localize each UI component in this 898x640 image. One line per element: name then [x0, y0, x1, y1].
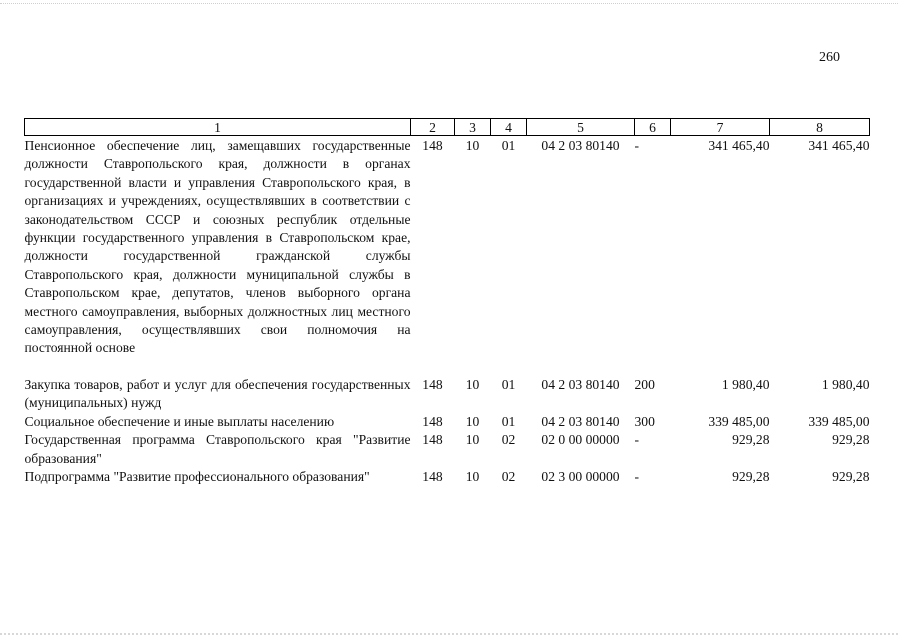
table-row	[25, 468, 870, 486]
scan-edge-bottom	[0, 633, 898, 635]
header-col-2: 2	[411, 119, 455, 136]
row-amount-1: 1 980,40	[721, 376, 770, 392]
row-code-ministry: 148	[422, 432, 443, 448]
scan-edge-top	[0, 3, 898, 4]
row-amount-1: 339 485,00	[708, 413, 770, 429]
row-description: Социальное обеспечение и иные выплаты населению	[24, 413, 335, 429]
row-code-ministry: 148	[422, 138, 443, 153]
header-col-5: 5	[527, 119, 635, 136]
row-code-expense-type: 300	[634, 413, 655, 429]
row-code-section: 10	[465, 413, 480, 429]
row-code-subsection: 02	[501, 432, 516, 448]
row-code-target: 04 2 03 80140	[541, 413, 620, 429]
row-amount-2: 1 980,40	[821, 376, 870, 392]
row-code-expense-type: 200	[634, 376, 655, 392]
row-code-subsection: 01	[501, 376, 516, 392]
table-row	[25, 136, 870, 376]
row-code-ministry: 148	[422, 413, 443, 429]
table-row	[25, 413, 870, 431]
row-amount-1: 341 465,40	[708, 138, 770, 153]
header-row	[25, 119, 870, 136]
row-code-target: 02 3 00 00000	[541, 468, 620, 484]
budget-table	[24, 118, 870, 486]
header-col-4: 4	[491, 119, 527, 136]
row-description: Подпрограмма "Развитие профессионального образования"	[24, 468, 370, 484]
header-col-1: 1	[25, 119, 411, 136]
header-col-3: 3	[455, 119, 491, 136]
row-code-ministry: 148	[422, 468, 443, 484]
header-col-7: 7	[671, 119, 770, 136]
row-code-subsection: 02	[501, 468, 516, 484]
row-code-expense-type: -	[634, 138, 640, 153]
row-code-subsection: 01	[501, 413, 516, 429]
row-amount-2: 929,28	[832, 432, 870, 448]
row-code-target: 04 2 03 80140	[541, 138, 620, 153]
row-code-section: 10	[465, 376, 480, 392]
row-code-target: 04 2 03 80140	[541, 376, 620, 392]
row-description: Закупка товаров, работ и услуг для обеспечения государственных (муниципальных) нужд	[24, 376, 411, 411]
header-col-8: 8	[770, 119, 870, 136]
row-code-section: 10	[465, 138, 480, 153]
row-code-section: 10	[465, 468, 480, 484]
row-amount-2: 341 465,40	[808, 138, 870, 153]
table-row	[25, 376, 870, 413]
row-code-expense-type: -	[634, 432, 640, 448]
row-code-ministry: 148	[422, 376, 443, 392]
row-amount-2: 339 485,00	[808, 413, 870, 429]
page-number: 260	[819, 50, 840, 65]
row-description: Государственная программа Ставропольского края "Развитие образования"	[24, 432, 411, 466]
row-code-target: 02 0 00 00000	[541, 432, 620, 448]
row-amount-1: 929,28	[732, 432, 770, 448]
row-amount-2: 929,28	[832, 468, 870, 484]
row-code-subsection: 01	[501, 138, 516, 153]
row-amount-1: 929,28	[732, 468, 770, 484]
row-code-section: 10	[465, 432, 480, 448]
row-code-expense-type: -	[634, 468, 640, 484]
header-col-6: 6	[635, 119, 671, 136]
row-description: Пенсионное обеспечение лиц, замещавших государственные должности Ставропольского края, должности в органах государственной власти и управления Ставропольского края, в организациях и учреждениях, осуществлявших в соответствии с законодательством СССР и союзных республик отдельные функции государственного управления в Ставропольском крае, должности государственной гражданской службы Ставропольского края, должности муниципальной службы в Ставропольском крае, депутатов, членов выборного органа местного самоуправления, выборных должностных лиц местного самоуправления, осуществлявших свои полномочия на постоянной основе	[24, 138, 411, 356]
table-row	[25, 431, 870, 468]
